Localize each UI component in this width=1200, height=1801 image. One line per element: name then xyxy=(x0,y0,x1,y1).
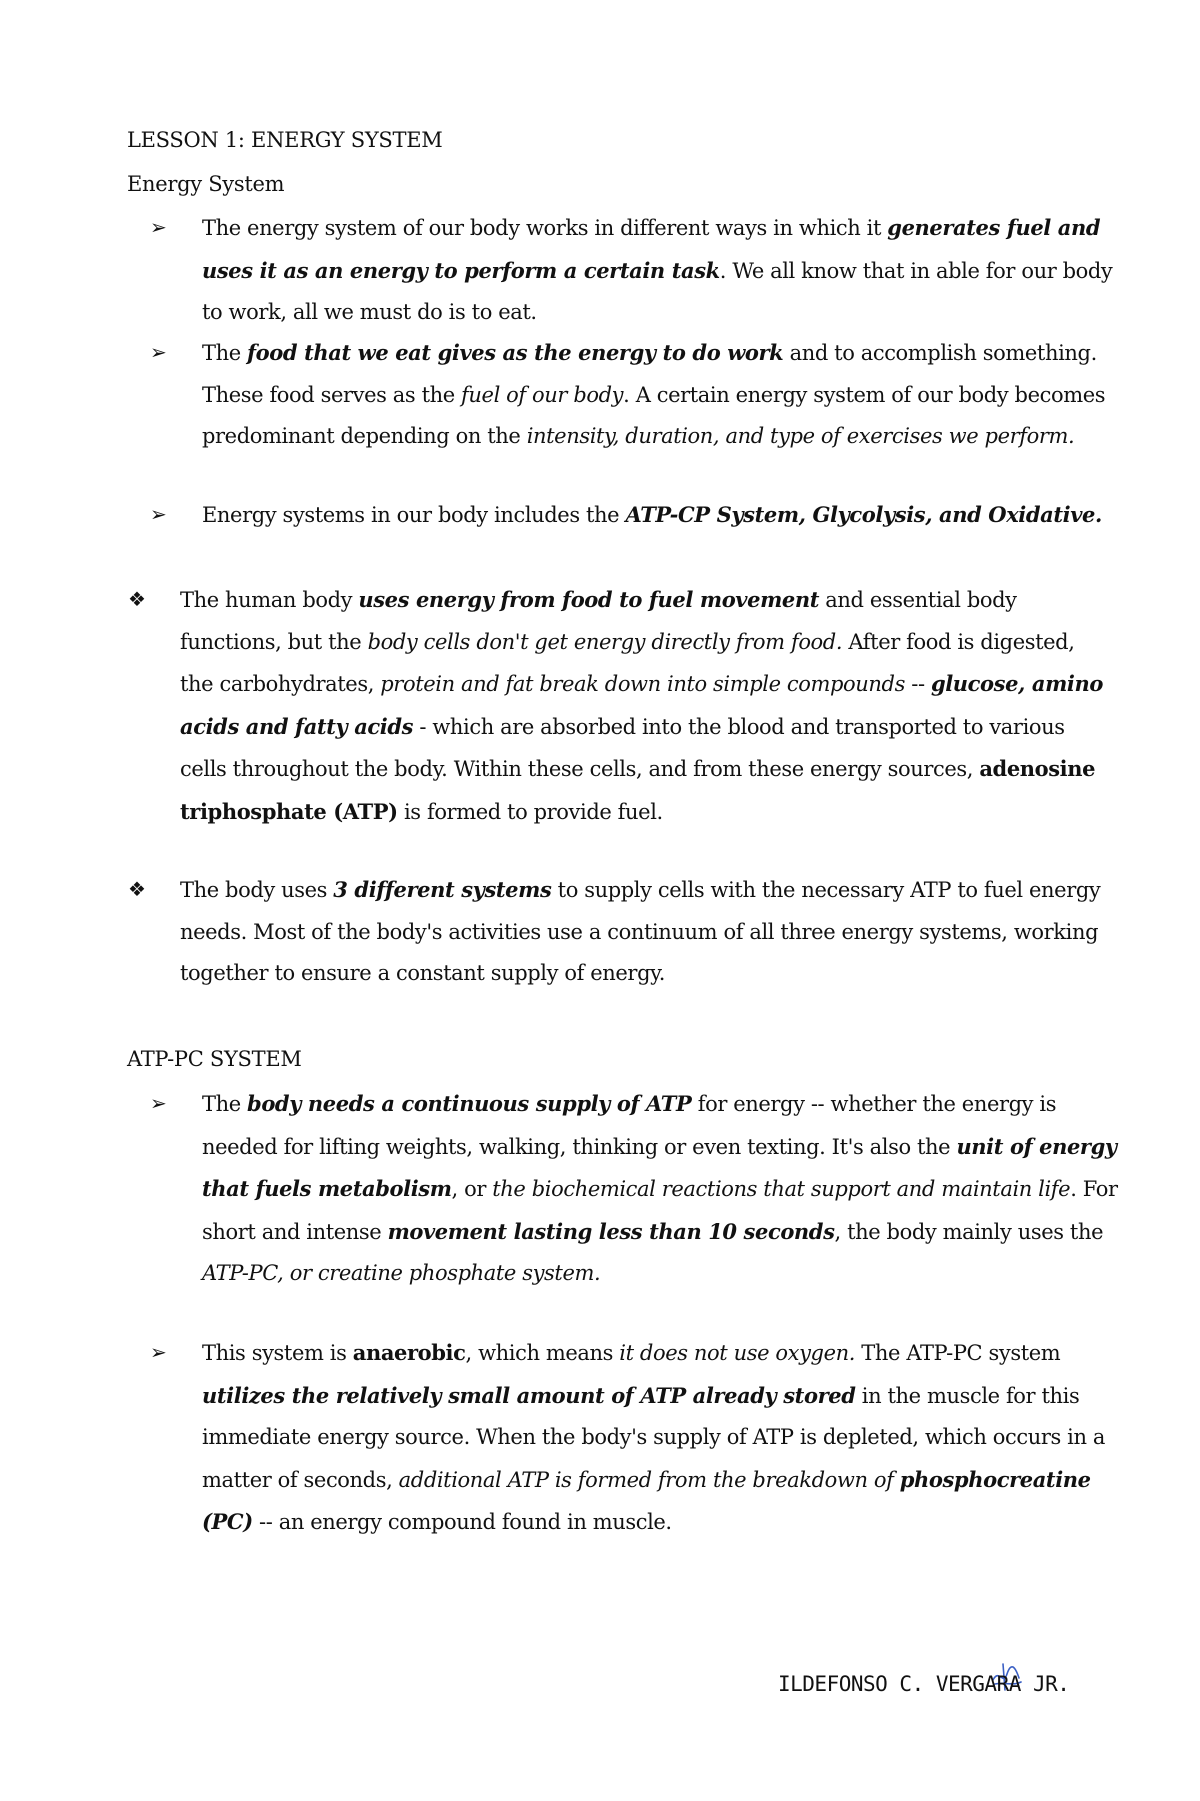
text-run: The body uses xyxy=(180,878,334,902)
text-run: The energy system of our body works in different ways in which it xyxy=(202,216,888,240)
text-run: , the body mainly uses the xyxy=(834,1219,1104,1244)
section-title-atp-pc: ATP-PC SYSTEM xyxy=(127,1047,302,1071)
arrow-bullet-icon: ➢ xyxy=(150,340,167,364)
text-run: and to accomplish something. These food serves as the xyxy=(202,341,1097,407)
text-run: -- an energy compound found in muscle. xyxy=(252,1510,672,1534)
bullet-text xyxy=(202,216,1112,324)
emphasized-text: the biochemical reactions that support and maintain life xyxy=(492,1177,1071,1201)
emphasized-text: 3 different systems xyxy=(333,877,552,902)
bullet-item xyxy=(150,207,1122,334)
text-run: in the muscle for this immediate energy source. When the body's supply of ATP is depleted, which occurs in a matter of seconds, xyxy=(202,1383,1105,1492)
text-run: , which means xyxy=(465,1341,620,1365)
text-run: for energy -- whether the energy is needed for lifting weights, walking, thinking or even texting. It's also the xyxy=(202,1092,1057,1159)
emphasized-text: movement lasting less than 10 seconds xyxy=(387,1218,835,1244)
bullet-text xyxy=(202,503,1102,527)
diamond-bullet-icon: ❖ xyxy=(128,877,146,901)
bullet-item xyxy=(150,1332,1122,1544)
arrow-bullet-icon: ➢ xyxy=(150,215,167,239)
bullet-item xyxy=(150,332,1122,458)
text-run: and essential body functions, but the xyxy=(180,588,1017,654)
emphasized-text: glucose, amino acids and fatty acids xyxy=(180,671,1103,739)
diamond-bullet-item xyxy=(128,579,1110,833)
diamond-bullet-item xyxy=(128,869,1110,995)
lesson-title: LESSON 1: ENERGY SYSTEM xyxy=(127,128,443,152)
bullet-text xyxy=(180,588,1103,824)
emphasized-text: additional ATP is formed from the breakdown of xyxy=(398,1467,900,1492)
emphasized-text: phosphocreatine (PC) xyxy=(202,1466,1091,1534)
text-run: The xyxy=(202,341,248,365)
bullet-item xyxy=(150,1083,1122,1295)
emphasized-text: ATP-CP System, Glycolysis, and Oxidative. xyxy=(625,502,1102,527)
emphasized-text: protein and fat break down into simple compounds xyxy=(380,672,905,696)
text-run: The human body xyxy=(180,588,359,612)
diamond-bullet-icon: ❖ xyxy=(128,587,146,611)
arrow-bullet-icon: ➢ xyxy=(150,1091,167,1115)
section-title-energy-system: Energy System xyxy=(127,172,285,196)
author-signature-name: ILDEFONSO C. VERGARA JR. xyxy=(778,1672,1070,1696)
bullet-text xyxy=(202,341,1105,448)
text-run: to supply cells with the necessary ATP to fuel energy needs. Most of the body's activities use a continuum of all three energy systems, working together to ensure a constant supply of energy. xyxy=(180,878,1101,985)
emphasized-text: body cells don't get energy directly from food. xyxy=(367,629,843,654)
text-run: Energy systems in our body includes the xyxy=(202,503,626,527)
text-run: After food is digested, the carbohydrates, xyxy=(180,629,1075,696)
emphasized-text: uses energy from food to fuel movement xyxy=(358,587,820,612)
emphasized-text: unit of energy that fuels metabolism xyxy=(202,1133,1117,1201)
text-run: This system is xyxy=(202,1341,353,1365)
emphasized-text: intensity, duration, and type of exercises we perform. xyxy=(526,424,1075,448)
emphasized-text: it does not use oxygen. xyxy=(619,1341,856,1365)
emphasized-text: body needs a continuous supply of ATP xyxy=(247,1091,692,1116)
arrow-bullet-icon: ➢ xyxy=(150,1340,167,1364)
text-run: - which are absorbed into the blood and transported to various cells throughout the body. Within these cells, and from these energy sources, xyxy=(180,714,1065,781)
bullet-text xyxy=(202,1341,1105,1534)
arrow-bullet-icon: ➢ xyxy=(150,502,167,526)
bullet-text xyxy=(180,878,1100,985)
text-run: . A certain energy system of our body becomes predominant depending on the xyxy=(202,382,1106,448)
text-run: . We all know that in able for our body to work, all we must do is to eat. xyxy=(202,258,1113,324)
bullet-text xyxy=(202,1092,1118,1285)
emphasized-text: utilizes the relatively small amount of ATP already stored xyxy=(202,1382,856,1408)
emphasized-text: anaerobic xyxy=(352,1340,466,1365)
text-run: is formed to provide fuel. xyxy=(397,799,663,824)
text-run: The ATP-PC system xyxy=(855,1341,1061,1365)
text-run: The xyxy=(202,1092,248,1116)
text-run: -- xyxy=(904,672,931,696)
bullet-item xyxy=(150,494,1122,537)
text-run: . For short and intense xyxy=(202,1177,1118,1244)
emphasized-text: generates fuel and uses it as an energy to perform a certain task xyxy=(202,215,1101,283)
emphasized-text: ATP-PC, or creatine phosphate system. xyxy=(202,1261,601,1285)
text-run: , or xyxy=(451,1177,493,1201)
emphasized-text: adenosine triphosphate (ATP) xyxy=(180,756,1096,824)
emphasized-text: fuel of our body xyxy=(461,382,624,407)
emphasized-text: food that we eat gives as the energy to do work xyxy=(247,340,784,365)
